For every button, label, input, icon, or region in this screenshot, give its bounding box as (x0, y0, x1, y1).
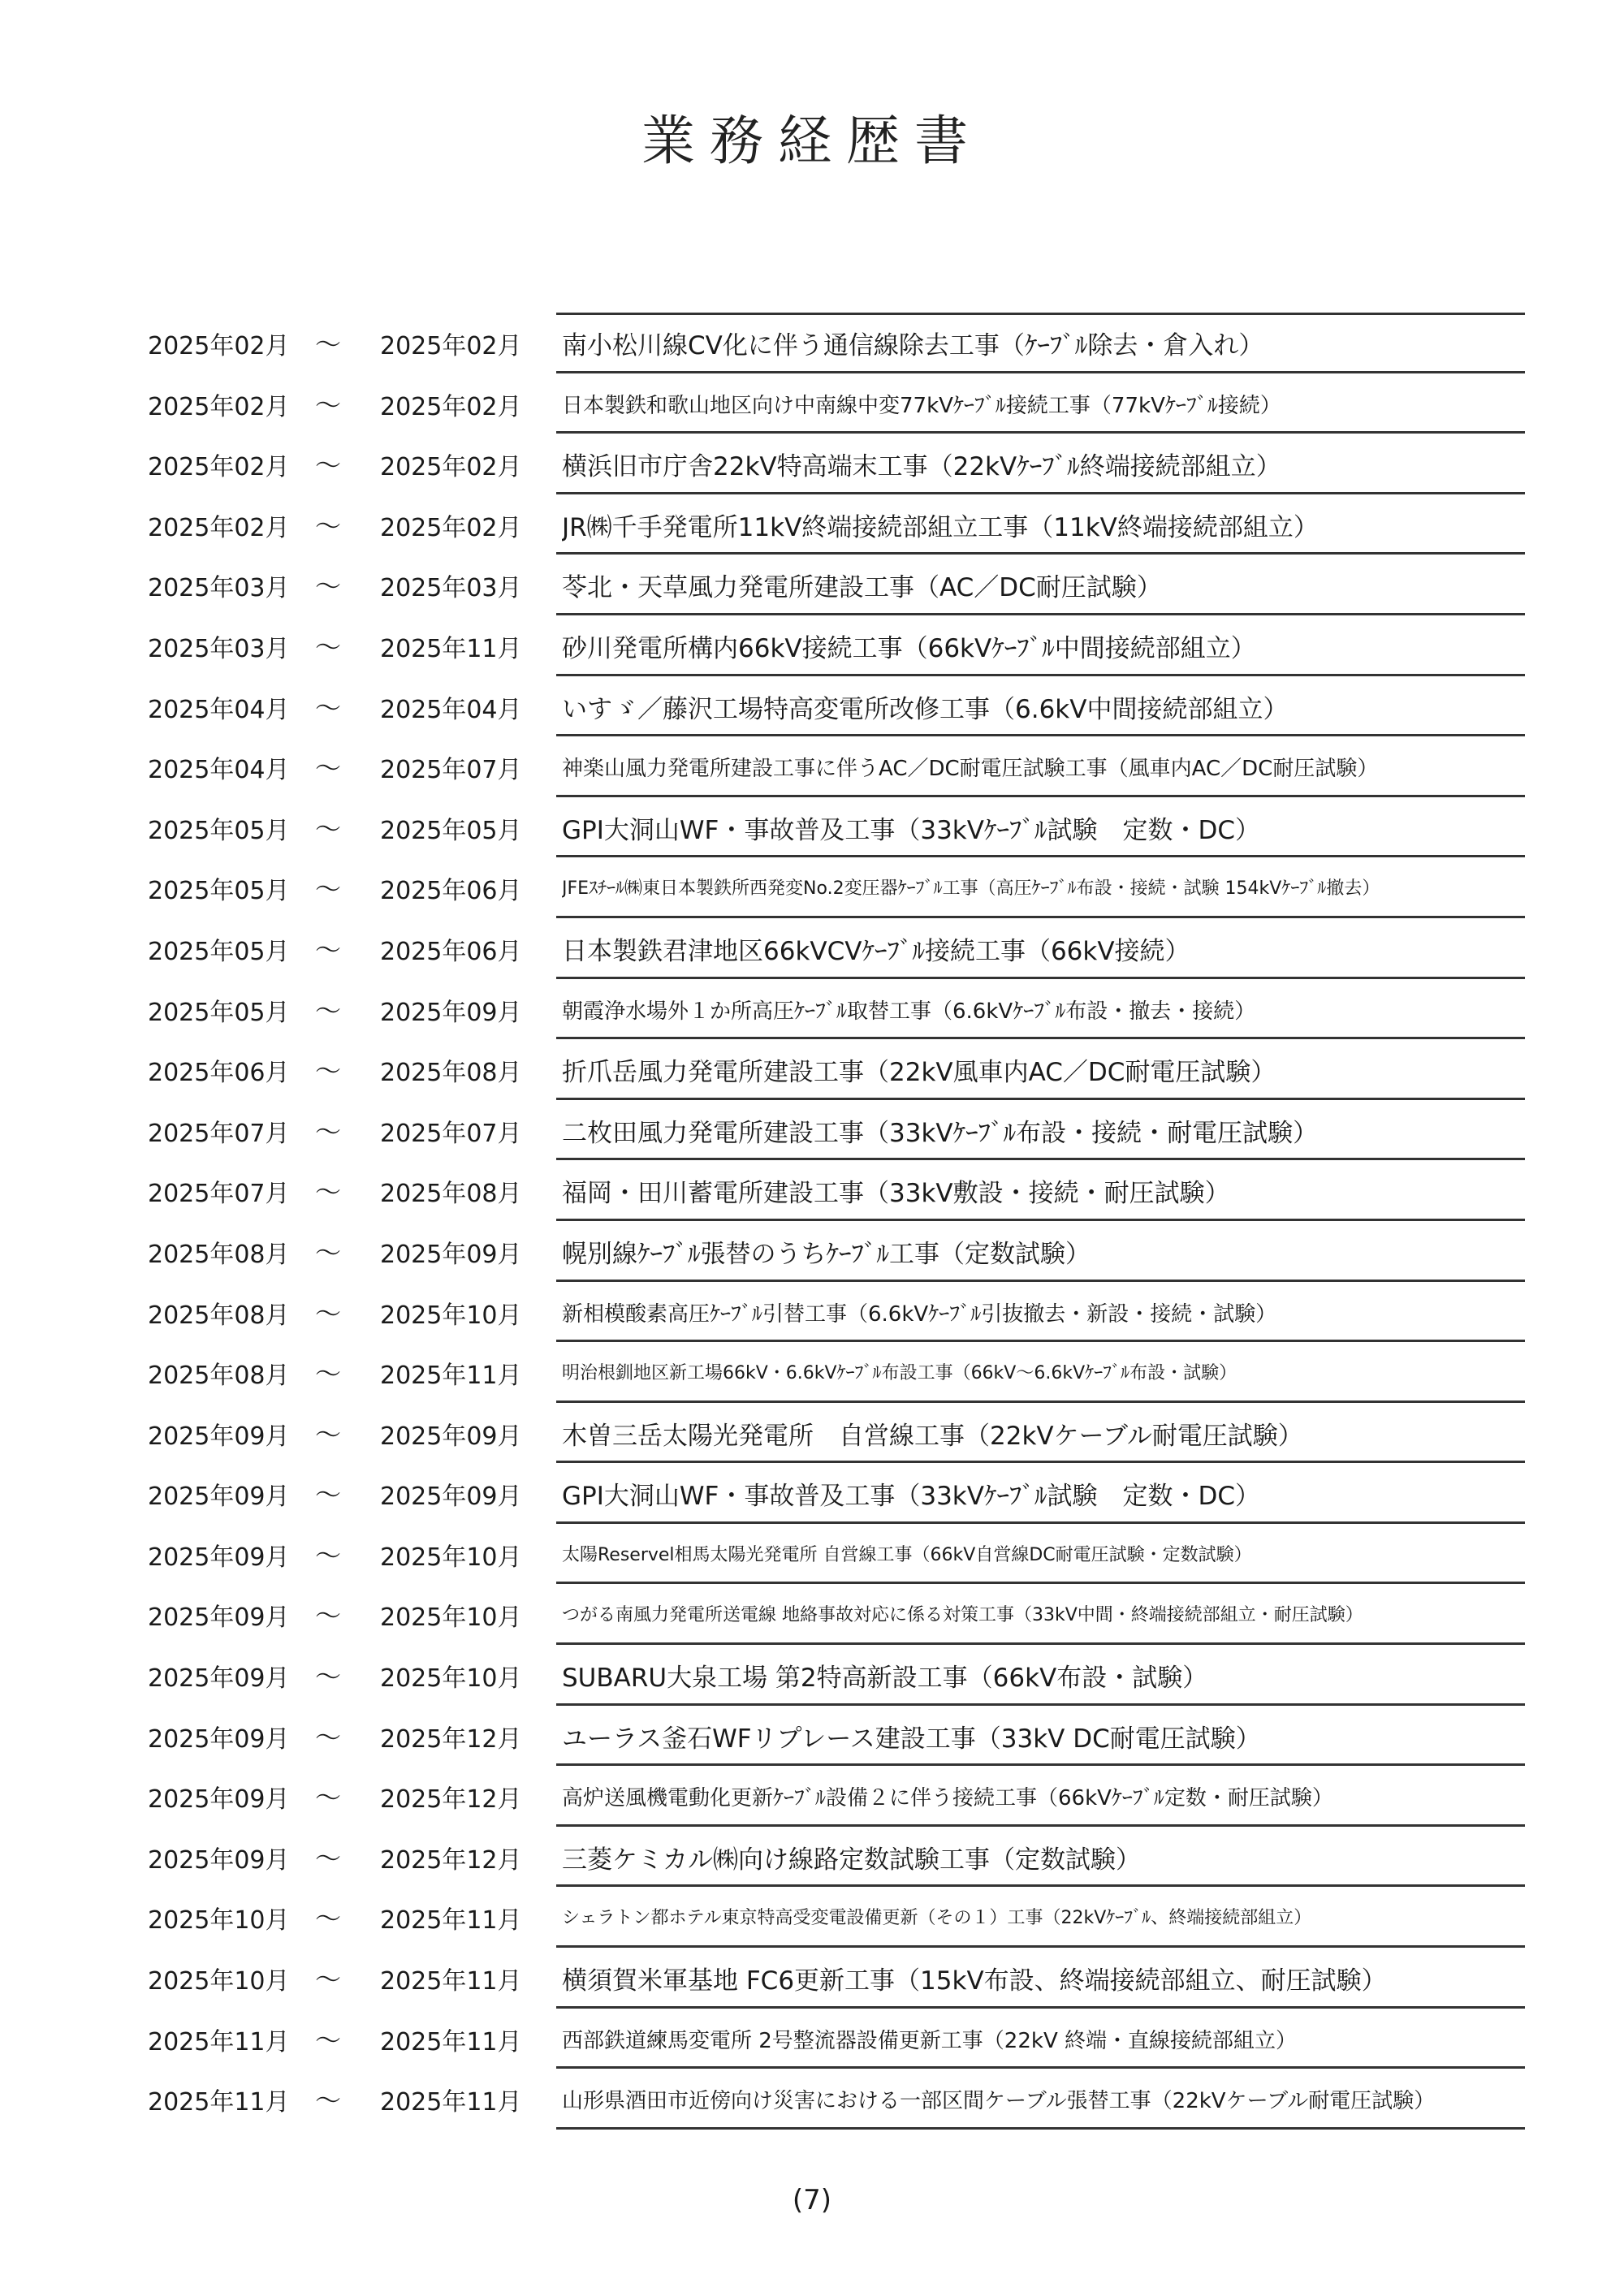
range-separator: ～ (315, 1297, 342, 1329)
start-date: 2025年06月 (148, 1059, 290, 1088)
start-date: 2025年03月 (148, 574, 290, 603)
list-item (0, 918, 1624, 979)
list-item (0, 1887, 1624, 1948)
project-description: つがる南風力発電所送電線 地絡事故対応に係る対策工事（33kV中間・終端接続部組立・耐圧試験） (562, 1605, 1363, 1626)
project-description: 高炉送風機電動化更新ｹｰﾌﾞﾙ設備２に伴う接続工事（66kVｹｰﾌﾞﾙ定数・耐圧試験） (562, 1786, 1333, 1811)
range-separator: ～ (315, 1661, 342, 1693)
list-item (0, 1221, 1624, 1282)
range-separator: ～ (315, 2085, 342, 2117)
list-item (0, 1645, 1624, 1706)
list-item (0, 1100, 1624, 1161)
list-item (0, 736, 1624, 797)
start-date: 2025年09月 (148, 1724, 290, 1754)
end-date: 2025年09月 (380, 1422, 522, 1451)
range-separator: ～ (315, 1721, 342, 1753)
end-date: 2025年09月 (380, 998, 522, 1027)
project-description: 苓北・天草風力発電所建設工事（AC／DC耐圧試験） (562, 573, 1162, 603)
end-date: 2025年10月 (380, 1603, 522, 1633)
end-date: 2025年02月 (380, 332, 522, 360)
range-separator: ～ (315, 1782, 342, 1814)
start-date: 2025年05月 (148, 998, 290, 1027)
end-date: 2025年06月 (380, 877, 522, 906)
page-title: 業務経歴書 (641, 110, 983, 172)
start-date: 2025年10月 (148, 1906, 290, 1936)
range-separator: ～ (315, 571, 342, 602)
end-date: 2025年09月 (380, 1240, 522, 1269)
row-underline (556, 2127, 1525, 2130)
project-description: 三菱ケミカル㈱向け線路定数試験工事（定数試験） (562, 1845, 1141, 1875)
end-date: 2025年11月 (380, 1906, 522, 1936)
list-item (0, 494, 1624, 555)
end-date: 2025年11月 (380, 1967, 522, 1996)
range-separator: ～ (315, 934, 342, 965)
range-separator: ～ (315, 692, 342, 723)
project-description: 太陽Reservel相馬太陽光発電所 自営線工事（66kV自営線DC耐電圧試験・定数試験） (562, 1544, 1252, 1565)
range-separator: ～ (315, 1236, 342, 1268)
range-separator: ～ (315, 389, 342, 421)
list-item (0, 1342, 1624, 1403)
end-date: 2025年06月 (380, 937, 522, 966)
end-date: 2025年11月 (380, 1362, 522, 1391)
list-item (0, 979, 1624, 1040)
range-separator: ～ (315, 631, 342, 662)
end-date: 2025年07月 (380, 756, 522, 785)
start-date: 2025年04月 (148, 756, 290, 785)
list-item (0, 1039, 1624, 1100)
list-item (0, 1282, 1624, 1343)
project-description: 新相模酸素高圧ｹｰﾌﾞﾙ引替工事（6.6kVｹｰﾌﾞﾙ引抜撤去・新設・接続・試験） (562, 1301, 1277, 1327)
range-separator: ～ (315, 995, 342, 1026)
start-date: 2025年05月 (148, 937, 290, 966)
start-date: 2025年09月 (148, 1845, 290, 1875)
list-item (0, 1160, 1624, 1221)
list-item (0, 1706, 1624, 1767)
end-date: 2025年12月 (380, 1845, 522, 1875)
end-date: 2025年02月 (380, 513, 522, 542)
range-separator: ～ (315, 1055, 342, 1087)
list-item (0, 373, 1624, 434)
range-separator: ～ (315, 2024, 342, 2056)
range-separator: ～ (315, 1116, 342, 1147)
list-item (0, 857, 1624, 918)
start-date: 2025年05月 (148, 816, 290, 845)
start-date: 2025年08月 (148, 1240, 290, 1269)
project-description: 折爪岳風力発電所建設工事（22kV風車内AC／DC耐電圧試験） (562, 1058, 1276, 1088)
start-date: 2025年10月 (148, 1967, 290, 1996)
range-separator: ～ (315, 753, 342, 784)
start-date: 2025年09月 (148, 1785, 290, 1815)
project-description: 神楽山風力発電所建設工事に伴うAC／DC耐電圧試験工事（風車内AC／DC耐圧試験） (562, 757, 1379, 782)
project-description: シェラトン都ホテル東京特高受変電設備更新（その１）工事（22kVｹｰﾌﾞﾙ、終端接続部組立） (562, 1908, 1312, 1929)
range-separator: ～ (315, 450, 342, 481)
list-item (0, 434, 1624, 494)
list-item (0, 1827, 1624, 1888)
start-date: 2025年11月 (148, 2088, 290, 2117)
range-separator: ～ (315, 1539, 342, 1571)
start-date: 2025年03月 (148, 634, 290, 663)
end-date: 2025年11月 (380, 2088, 522, 2117)
end-date: 2025年08月 (380, 1180, 522, 1209)
project-description: 横須賀米軍基地 FC6更新工事（15kV布設、終端接続部組立、耐圧試験） (562, 1966, 1387, 1996)
project-description: SUBARU大泉工場 第2特高新設工事（66kV布設・試験） (562, 1664, 1208, 1694)
career-list (0, 313, 1624, 2130)
start-date: 2025年05月 (148, 877, 290, 906)
range-separator: ～ (315, 1842, 342, 1874)
end-date: 2025年10月 (380, 1301, 522, 1330)
project-description: 朝霞浄水場外１か所高圧ｹｰﾌﾞﾙ取替工事（6.6kVｹｰﾌﾞﾙ布設・撤去・接続） (562, 999, 1256, 1024)
list-item (0, 1948, 1624, 2009)
end-date: 2025年02月 (380, 392, 522, 421)
end-date: 2025年07月 (380, 1119, 522, 1148)
range-separator: ～ (315, 1964, 342, 1996)
end-date: 2025年10月 (380, 1664, 522, 1694)
list-item (0, 1403, 1624, 1464)
start-date: 2025年07月 (148, 1119, 290, 1148)
list-item (0, 797, 1624, 858)
project-description: GPI大洞山WF・事故普及工事（33kVｹｰﾌﾞﾙ試験 定数・DC） (562, 815, 1260, 845)
range-separator: ～ (315, 813, 342, 844)
range-separator: ～ (315, 1600, 342, 1632)
end-date: 2025年03月 (380, 574, 522, 603)
project-description: JR㈱千手発電所11kV終端接続部組立工事（11kV終端接続部組立） (562, 512, 1319, 542)
start-date: 2025年02月 (148, 332, 290, 360)
end-date: 2025年12月 (380, 1724, 522, 1754)
start-date: 2025年07月 (148, 1180, 290, 1209)
list-item (0, 1524, 1624, 1585)
range-separator: ～ (315, 1418, 342, 1450)
start-date: 2025年09月 (148, 1664, 290, 1694)
start-date: 2025年09月 (148, 1422, 290, 1451)
start-date: 2025年02月 (148, 453, 290, 482)
start-date: 2025年08月 (148, 1301, 290, 1330)
project-description: 西部鉄道練馬変電所 2号整流器設備更新工事（22kV 終端・直線接続部組立） (562, 2028, 1297, 2053)
range-separator: ～ (315, 874, 342, 905)
project-description: 日本製鉄和歌山地区向け中南線中変77kVｹｰﾌﾞﾙ接続工事（77kVｹｰﾌﾞﾙ接続） (562, 393, 1281, 418)
range-separator: ～ (315, 1903, 342, 1935)
start-date: 2025年11月 (148, 2027, 290, 2056)
range-separator: ～ (315, 1358, 342, 1390)
page-number: (7) (792, 2184, 832, 2216)
end-date: 2025年11月 (380, 2027, 522, 2056)
start-date: 2025年04月 (148, 695, 290, 724)
start-date: 2025年02月 (148, 392, 290, 421)
list-item (0, 1766, 1624, 1827)
list-item (0, 615, 1624, 676)
start-date: 2025年09月 (148, 1603, 290, 1633)
list-item (0, 1584, 1624, 1645)
end-date: 2025年04月 (380, 695, 522, 724)
project-description: 山形県酒田市近傍向け災害における一部区間ケーブル張替工事（22kVケーブル耐電圧試験） (562, 2089, 1436, 2114)
end-date: 2025年08月 (380, 1059, 522, 1088)
end-date: 2025年12月 (380, 1785, 522, 1815)
end-date: 2025年11月 (380, 634, 522, 663)
list-item (0, 676, 1624, 737)
project-description: 木曽三岳太陽光発電所 自営線工事（22kVケーブル耐電圧試験） (562, 1421, 1303, 1451)
list-item (0, 2069, 1624, 2130)
project-description: 明治根釧地区新工場66kV・6.6kVｹｰﾌﾞﾙ布設工事（66kV～6.6kVｹｰﾌﾞﾙ布設・試験） (562, 1363, 1237, 1384)
project-description: 幌別線ｹｰﾌﾞﾙ張替のうちｹｰﾌﾞﾙ工事（定数試験） (562, 1239, 1091, 1269)
project-description: 日本製鉄君津地区66kVCVｹｰﾌﾞﾙ接続工事（66kV接続） (562, 936, 1190, 966)
project-description: ユーラス釜石WFリプレース建設工事（33kV DC耐電圧試験） (562, 1724, 1261, 1754)
list-item (0, 313, 1624, 373)
project-description: JFEｽﾁｰﾙ㈱東日本製鉄所西発変No.2変圧器ｹｰﾌﾞﾙ工事（高圧ｹｰﾌﾞﾙ布設・接続・試験 154kVｹｰﾌﾞﾙ撤去） (562, 878, 1380, 900)
range-separator: ～ (315, 329, 342, 360)
end-date: 2025年10月 (380, 1543, 522, 1572)
project-description: GPI大洞山WF・事故普及工事（33kVｹｰﾌﾞﾙ試験 定数・DC） (562, 1482, 1260, 1512)
project-description: 二枚田風力発電所建設工事（33kVｹｰﾌﾞﾙ布設・接続・耐電圧試験） (562, 1118, 1319, 1148)
project-description: 南小松川線CV化に伴う通信線除去工事（ｹｰﾌﾞﾙ除去・倉入れ） (562, 331, 1264, 360)
range-separator: ～ (315, 1176, 342, 1208)
end-date: 2025年02月 (380, 453, 522, 482)
project-description: 横浜旧市庁舎22kV特高端末工事（22kVｹｰﾌﾞﾙ終端接続部組立） (562, 452, 1281, 482)
start-date: 2025年08月 (148, 1362, 290, 1391)
project-description: 福岡・田川蓄電所建設工事（33kV敷設・接続・耐圧試験） (562, 1179, 1230, 1209)
range-separator: ～ (315, 510, 342, 542)
end-date: 2025年09月 (380, 1482, 522, 1512)
project-description: 砂川発電所構内66kV接続工事（66kVｹｰﾌﾞﾙ中間接続部組立） (562, 633, 1256, 663)
list-item (0, 2009, 1624, 2069)
start-date: 2025年02月 (148, 513, 290, 542)
range-separator: ～ (315, 1479, 342, 1511)
list-item (0, 1463, 1624, 1524)
start-date: 2025年09月 (148, 1543, 290, 1572)
project-description: いすゞ／藤沢工場特高変電所改修工事（6.6kV中間接続部組立） (562, 694, 1289, 724)
list-item (0, 555, 1624, 615)
start-date: 2025年09月 (148, 1482, 290, 1512)
end-date: 2025年05月 (380, 816, 522, 845)
